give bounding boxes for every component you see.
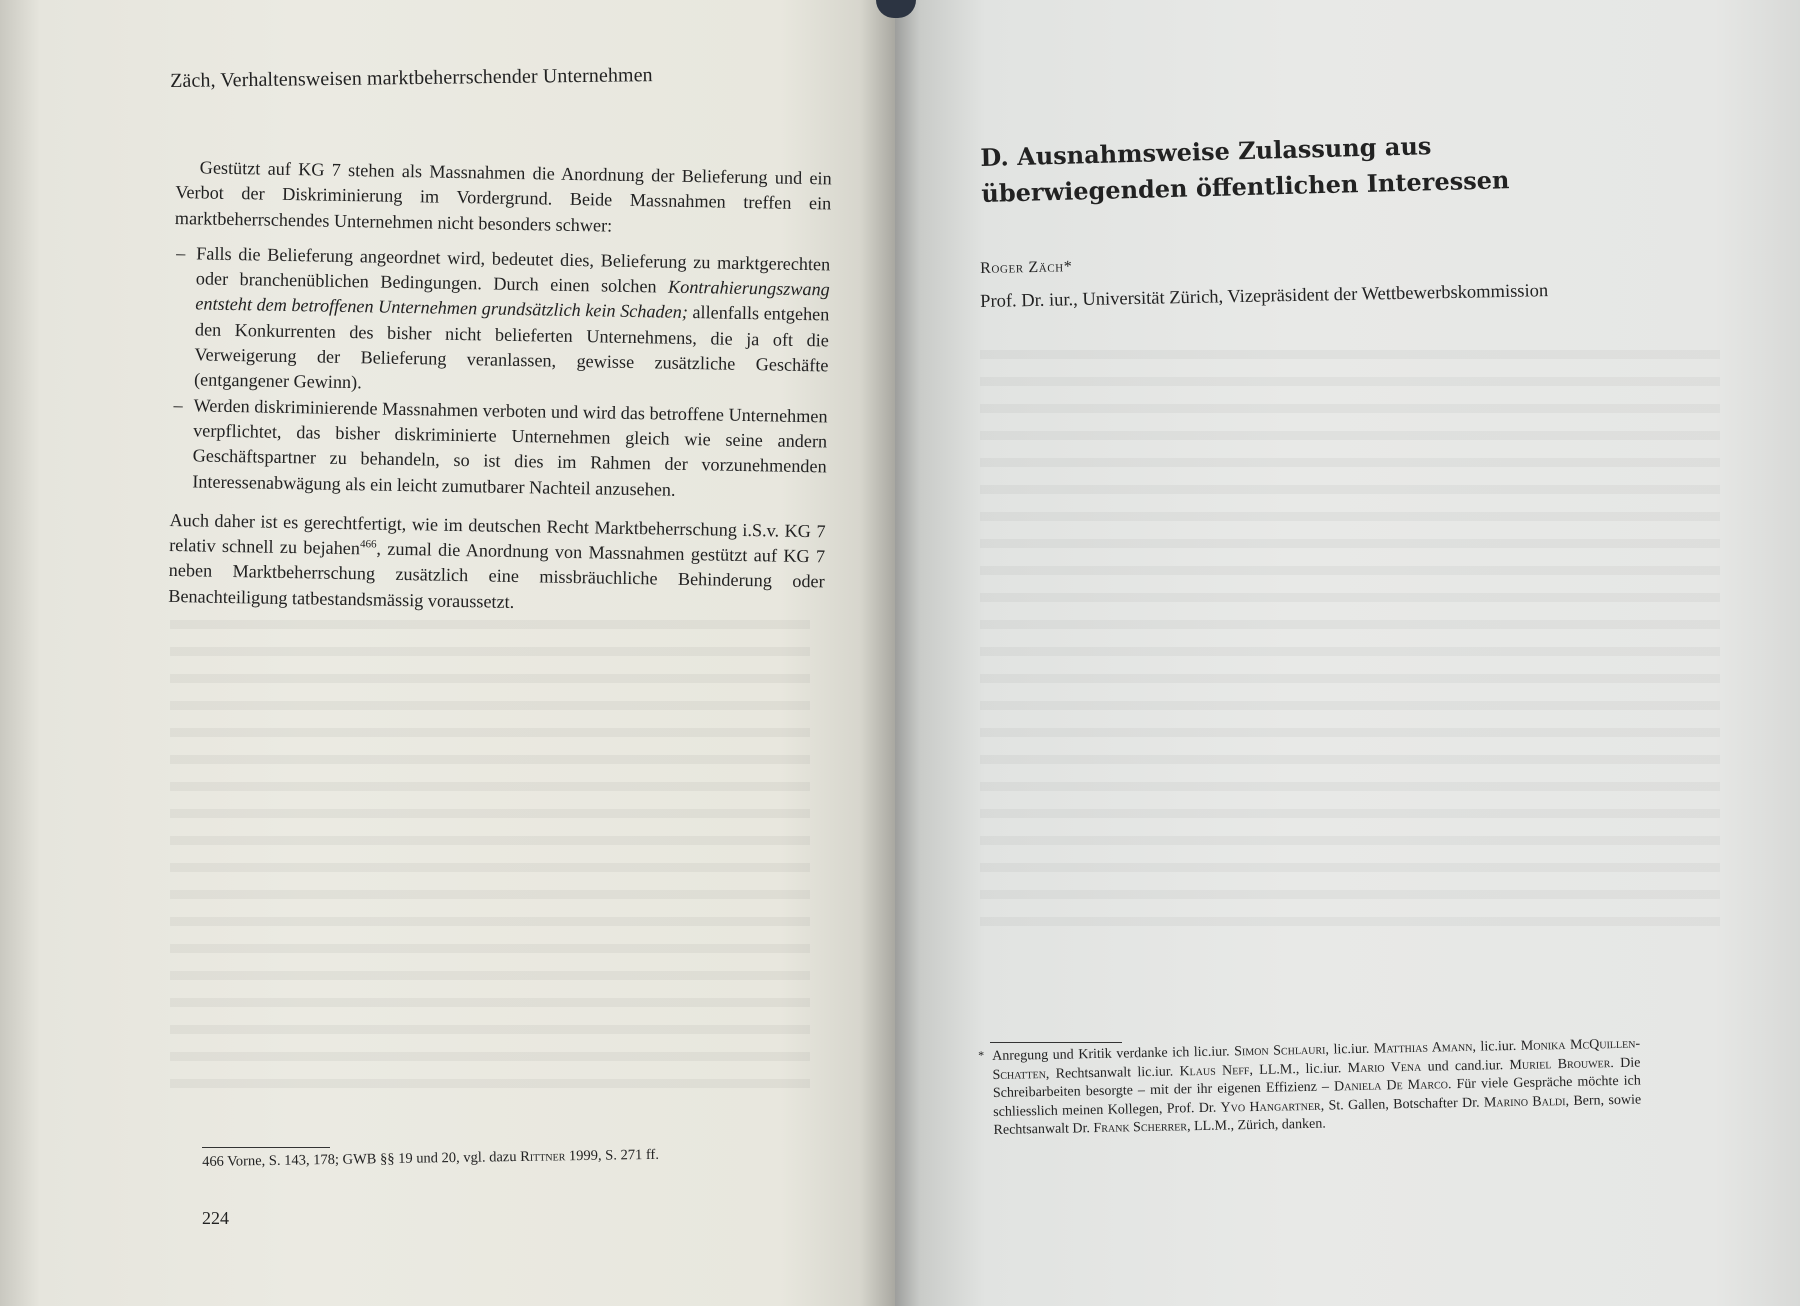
footnote-text-segment: und cand.iur. xyxy=(1421,1057,1510,1075)
list-item-emphasis: Kontrahierungszwang entsteht dem betroffenen Unternehmen grundsätzlich kein Schaden; xyxy=(195,276,830,323)
conclusion-paragraph xyxy=(168,508,826,621)
running-head: Zäch, Verhaltensweisen marktbeherrschender Unternehmen xyxy=(170,64,653,92)
list-item-text: Werden diskriminierende Massnahmen verboten und wird das betroffene Unternehmen verpflichtet, das bisher diskriminierte Unternehmen gleich wie seine andern Geschäftspartner zu behandeln, so ist dies im Rahmen der vorzunehmenden Interessenabwägung als ein leicht zumutbarer Nachteil anzusehen. xyxy=(192,395,828,500)
conclusion-text-cont: , zumal die Anordnung von Massnahmen gestützt auf KG 7 neben Marktbeherrschung zusätzlich eine missbräuchliche Behinderung oder Benachteiligung tatbestandsmässig voraussetzt. xyxy=(168,538,826,612)
footnote-text-segment: Anregung und Kritik verdanke ich lic.iur. xyxy=(992,1044,1235,1064)
dash-list xyxy=(170,241,830,505)
conclusion-text: Auch daher ist es gerechtfertigt, wie im deutschen Recht Marktbeherrschung i.S.v. KG 7 relativ schnell zu bejahen xyxy=(169,509,826,559)
footnote-text-segment: , LL.M., Zürich, danken. xyxy=(1186,1116,1326,1135)
footnote-text-segment: , Rechtsanwalt lic.iur. xyxy=(1045,1063,1180,1082)
author-name: Roger Zäch* xyxy=(980,258,1073,277)
footnote-person-name: Simon Schlauri xyxy=(1234,1042,1326,1060)
footnote-person-name: Marino Baldi xyxy=(1483,1093,1566,1111)
footnote-text-segment: . Für viele Gespräche möchte ich schliesslich meinen Kollegen, Prof. Dr. xyxy=(993,1073,1641,1120)
footnote-text-segment: , Bern, sowie Rechtsanwalt Dr. xyxy=(993,1092,1642,1139)
footnote-text-segment: , lic.iur. xyxy=(1325,1041,1374,1058)
list-item-text: Falls die Belieferung angeordnet wird, bedeutet dies, Belieferung zu marktgerechten oder branchenüblichen Bedingungen. Durch einen solchen xyxy=(195,243,831,297)
footnote-author: Rittner xyxy=(520,1148,566,1166)
left-body-text xyxy=(168,155,832,620)
footnote-text xyxy=(992,1037,1641,1139)
footnote-person-name: Frank Scherrer xyxy=(1093,1119,1188,1137)
page-number: 224 xyxy=(202,1208,229,1228)
footnote-text-cont: 1999, S. 271 ff. xyxy=(565,1146,660,1165)
section-title: D. Ausnahmsweise Zulassung aus überwiegenden öffentlichen Interessen xyxy=(980,131,1510,208)
footnote-466 xyxy=(202,1145,762,1171)
footnote-person-name: Daniela De Marco xyxy=(1333,1077,1449,1095)
footnote-rule xyxy=(202,1147,330,1148)
footnote-person-name: Klaus Neff xyxy=(1179,1062,1250,1079)
footnote-text: 466 Vorne, S. 143, 178; GWB §§ 19 und 20, vgl. dazu xyxy=(202,1149,521,1170)
footnote-person-name: Matthias Amann xyxy=(1373,1039,1473,1057)
dash-bullet: – xyxy=(176,242,186,264)
footnote-person-name: Mario Vena xyxy=(1347,1059,1422,1076)
footnote-text-segment: , St. Gallen, Botschafter Dr. xyxy=(1320,1095,1485,1114)
bleed-through-text xyxy=(980,350,1720,940)
list-item xyxy=(170,393,828,506)
author-affiliation: Prof. Dr. iur., Universität Zürich, Vizepräsident der Wettbewerbskommission xyxy=(980,281,1549,312)
bleed-through-text xyxy=(170,620,810,1100)
left-page xyxy=(0,0,895,1306)
footnote-mark: * xyxy=(978,1048,985,1063)
footnote-rule xyxy=(990,1042,1122,1043)
dash-bullet: – xyxy=(173,394,183,415)
footnote-person-name: Yvo Hangartner xyxy=(1220,1098,1321,1116)
footnote-person-name: Monika McQuillen-Schatten xyxy=(992,1036,1641,1083)
list-item-text-cont: allenfalls entgehen den Konkurrenten des bisher nicht belieferten Unternehmens, die ja oft die Verweigerung der Belieferung veranlassen, gewisse zusätzliche Geschäfte (entgangener Gewinn). xyxy=(193,302,830,393)
footnote-text-segment: , LL.M., lic.iur. xyxy=(1249,1060,1348,1078)
footnote-person-name: Muriel Brouwer xyxy=(1509,1055,1611,1073)
list-item xyxy=(172,241,831,404)
footnote-reference: 466 xyxy=(359,538,377,551)
acknowledgement-footnote xyxy=(978,1036,1642,1141)
footnote-text-segment: , lic.iur. xyxy=(1472,1038,1521,1055)
intro-paragraph: Gestützt auf KG 7 stehen als Massnahmen die Anordnung der Belieferung und ein Verbot der Diskriminierung im Vordergrund. Beide Massnahmen treffen ein marktbeherrschendes Unternehmen nicht besonders schwer: xyxy=(174,157,832,236)
footnote-text-segment: . Die Schreibarbeiten besorgte – mit der ihr eigenen Effizienz – xyxy=(992,1055,1641,1102)
